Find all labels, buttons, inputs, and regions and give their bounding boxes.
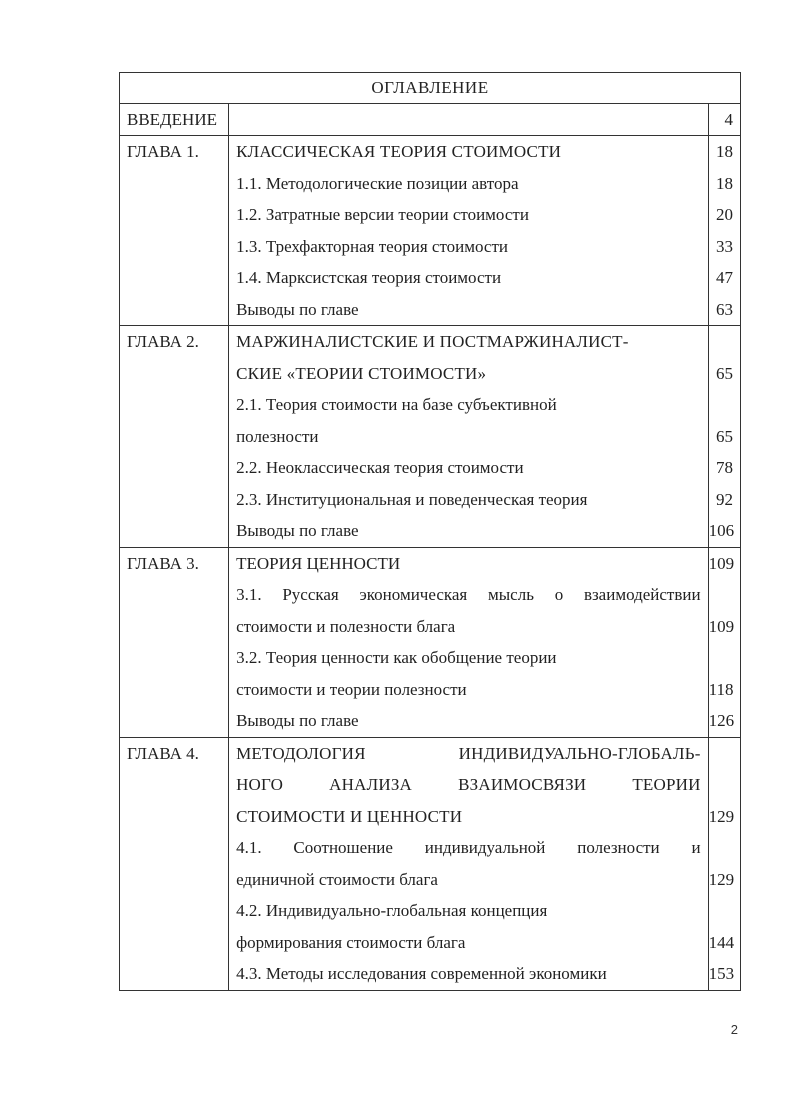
toc-entry-title: Выводы по главе — [236, 521, 359, 540]
chapter-label: ГЛАВА 2. — [127, 332, 199, 351]
intro-label: ВВЕДЕНИЕ — [120, 104, 229, 136]
toc-entry-title: единичной стоимости блага — [236, 869, 438, 889]
toc-entry-page: 153 — [708, 964, 735, 983]
toc-entry-page — [709, 389, 733, 421]
toc-entry-title: МЕТОДОЛОГИЯ ИНДИВИДУАЛЬНО-ГЛОБАЛЬ- — [236, 743, 701, 763]
toc-entry-title: НОГО АНАЛИЗА ВЗАИМОСВЯЗИ ТЕОРИИ — [236, 775, 701, 794]
toc-entry-title: формирования стоимости блага — [236, 932, 466, 952]
toc-entry-page: 92 — [716, 489, 733, 509]
toc-entry-page: 18 — [716, 173, 733, 193]
toc-entry-title: Выводы по главе — [236, 711, 359, 730]
toc-entry-page — [709, 895, 733, 927]
chapter-row — [120, 737, 741, 990]
toc-entry-title: 4.1. Соотношение индивидуальной полезности и — [236, 838, 701, 857]
toc-entry-page: 118 — [708, 679, 734, 699]
toc-entry-page: 109 — [708, 616, 735, 636]
toc-entry-page: 109 — [708, 553, 735, 573]
table-of-contents — [119, 72, 741, 991]
toc-entry-title: 3.2. Теория ценности как обобщение теории — [236, 648, 557, 667]
toc-entry-title: 1.4. Марксистская теория стоимости — [236, 268, 502, 287]
page-number: 2 — [730, 1022, 738, 1037]
chapter-row — [120, 326, 741, 548]
toc-entry-page: 78 — [716, 458, 733, 477]
toc-entry-page — [709, 579, 733, 611]
toc-entry-page: 20 — [716, 205, 733, 224]
toc-entry-title: 2.2. Неоклассическая теория стоимости — [236, 458, 524, 477]
toc-entry-page: 126 — [708, 711, 735, 730]
toc-entry-title: полезности — [236, 426, 319, 446]
toc-entry-title: стоимости и полезности блага — [236, 616, 456, 636]
toc-entry-title: СТОИМОСТИ И ЦЕННОСТИ — [236, 806, 463, 826]
toc-entry-title: 1.3. Трехфакторная теория стоимости — [236, 236, 508, 256]
toc-entry-title: КЛАССИЧЕСКАЯ ТЕОРИЯ СТОИМОСТИ — [236, 142, 562, 161]
chapter-row — [120, 547, 741, 737]
toc-entry-page: 18 — [716, 142, 733, 161]
toc-entry-title: ТЕОРИЯ ЦЕННОСТИ — [236, 553, 401, 573]
toc-entry-title: стоимости и теории полезности — [236, 679, 467, 699]
toc-entry-title: Выводы по главе — [236, 299, 359, 319]
toc-entry-title: 4.3. Методы исследования современной экономики — [236, 964, 607, 983]
toc-entry-title: 4.2. Индивидуально-глобальная концепция — [236, 901, 548, 920]
toc-row-intro — [120, 104, 741, 136]
toc-entry-page: 144 — [708, 932, 735, 952]
chapter-label: ГЛАВА 1. — [127, 142, 199, 161]
toc-entry-title: 2.3. Институциональная и поведенческая теория — [236, 489, 588, 509]
toc-entry-page: 106 — [708, 521, 735, 540]
toc-entry-page: 33 — [716, 236, 733, 256]
toc-entry-page: 129 — [708, 869, 735, 889]
toc-entry-title: МАРЖИНАЛИСТСКИЕ И ПОСТМАРЖИНАЛИСТ- — [236, 332, 629, 351]
toc-entry-page — [709, 326, 733, 358]
toc-entry-title: 2.1. Теория стоимости на базе субъективной — [236, 395, 557, 414]
toc-entry-title: 1.2. Затратные версии теории стоимости — [236, 205, 529, 224]
toc-entry-page — [709, 832, 733, 864]
toc-title: ОГЛАВЛЕНИЕ — [120, 73, 741, 104]
toc-entry-page — [709, 738, 733, 770]
chapter-row — [120, 136, 741, 326]
intro-page: 4 — [708, 104, 740, 136]
toc-entry-title: 1.1. Методологические позиции автора — [236, 173, 519, 193]
toc-entry-page: 63 — [716, 299, 733, 319]
chapter-label: ГЛАВА 3. — [127, 553, 199, 573]
toc-entry-page — [709, 769, 733, 801]
toc-entry-page — [709, 642, 733, 674]
toc-entry-title: 3.1. Русская экономическая мысль о взаимодействии — [236, 585, 701, 604]
chapter-label: ГЛАВА 4. — [127, 743, 199, 763]
toc-entry-page: 47 — [716, 268, 733, 287]
toc-entry-page: 65 — [716, 426, 733, 446]
toc-entry-page: 65 — [716, 363, 733, 383]
toc-entry-title: СКИЕ «ТЕОРИИ СТОИМОСТИ» — [236, 363, 487, 383]
toc-entry-page: 129 — [708, 806, 735, 826]
